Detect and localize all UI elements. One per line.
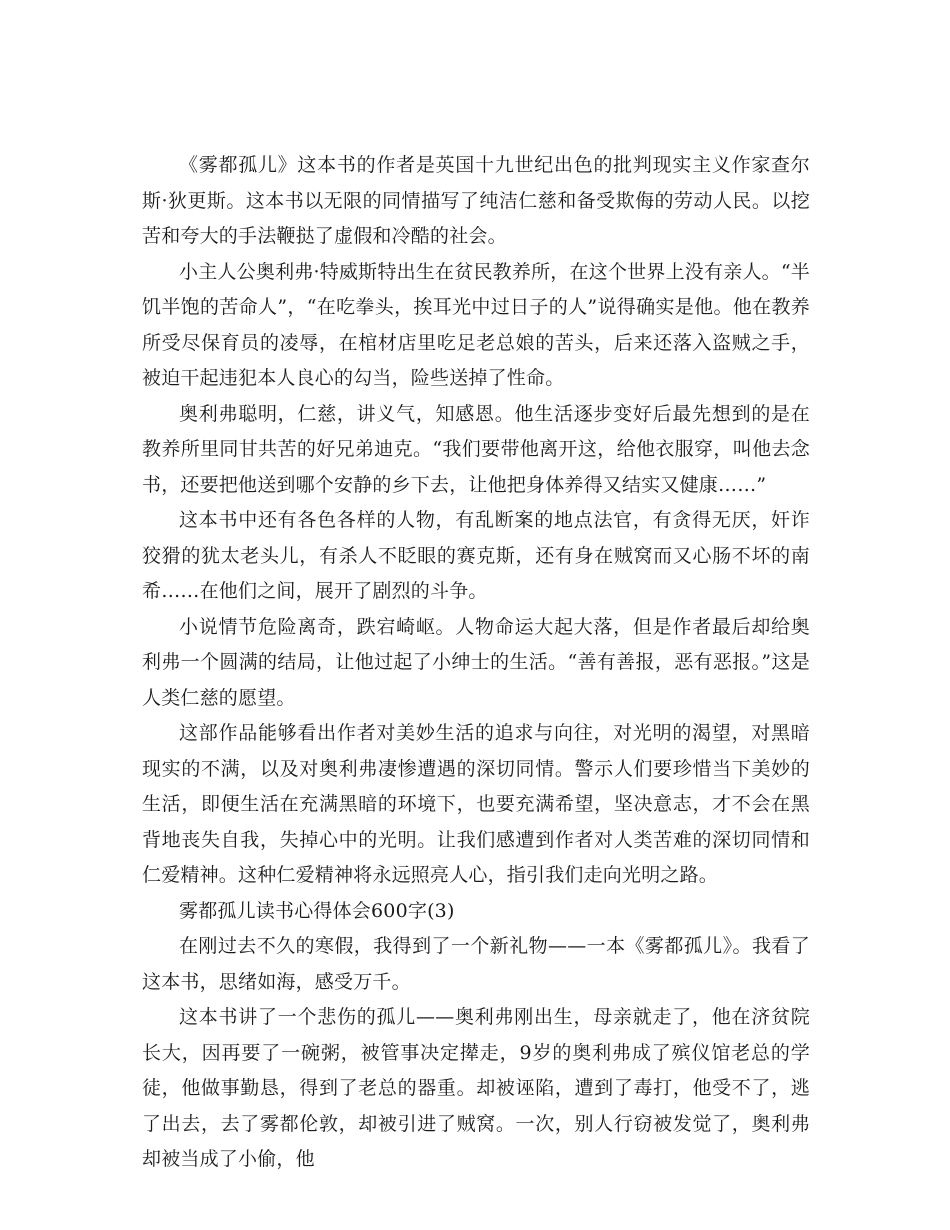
paragraph-essay3-story: 这本书讲了一个悲伤的孤儿——奥利弗刚出生，母亲就走了，他在济贫院长大，因再要了一碗粥，被管事决定撵走，9岁的奥利弗成了殡仪馆老总的学徒，他做事勤恳，得到了老总的器重。却被诬陷，遭到了毒打，他受不了，逃了出去，去了雾都伦敦，却被引进了贼窝。一次，别人行窃被发觉了，奥利弗却被当成了小偷，他 [142, 1006, 810, 1170]
document-page [142, 148, 810, 1178]
paragraph-conclusion: 这部作品能够看出作者对美妙生活的追求与向往，对光明的渴望，对黑暗现实的不满，以及对奥利弗凄惨遭遇的深切同情。警示人们要珍惜当下美妙的生活，即便生活在充满黑暗的环境下，也要充满希望，坚决意志，才不会在黑背地丧失自我，失掉心中的光明。让我们感遭到作者对人类苦难的深切同情和仁爱精神。这种仁爱精神将永远照亮人心，指引我们走向光明之路。 [142, 722, 810, 886]
paragraph-intro: 《雾都孤儿》这本书的作者是英国十九世纪出色的批判现实主义作家查尔斯·狄更斯。这本书以无限的同情描写了纯洁仁慈和备受欺侮的劳动人民。以挖苦和夸大的手法鞭挞了虚假和冷酷的社会。 [142, 154, 810, 247]
paragraph-other-characters: 这本书中还有各色各样的人物，有乱断案的地点法官，有贪得无厌，奸诈狡猾的犹太老头儿，有杀人不眨眼的赛克斯，还有身在贼窝而又心肠不坏的南希……在他们之间，展开了剧烈的斗争。 [142, 509, 810, 602]
paragraph-protagonist: 小主人公奥利弗·特威斯特出生在贫民教养所，在这个世界上没有亲人。“半饥半饱的苦命人”，“在吃拳头，挨耳光中过日子的人”说得确实是他。他在教养所受尽保育员的凌辱，在棺材店里吃足老总娘的苦头，后来还落入盗贼之手，被迫干起违犯本人良心的勾当，险些送掉了性命。 [142, 260, 810, 389]
paragraph-essay3-intro: 在刚过去不久的寒假，我得到了一个新礼物——一本《雾都孤儿》。我看了这本书，思绪如海，感受万千。 [142, 935, 810, 993]
paragraph-character: 奥利弗聪明，仁慈，讲义气，知感恩。他生活逐步变好后最先想到的是在教养所里同甘共苦的好兄弟迪克。“我们要带他离开这，给他衣服穿，叫他去念书，还要把他送到哪个安静的乡下去，让他把身体养得又结实又健康……” [142, 402, 810, 496]
paragraph-plot: 小说情节危险离奇，跌宕崎岖。人物命运大起大落，但是作者最后却给奥利弗一个圆满的结局，让他过起了小绅士的生活。“善有善报，恶有恶报。”这是人类仁慈的愿望。 [142, 615, 810, 709]
section-heading: 雾都孤儿读书心得体会600字(3) [179, 899, 455, 922]
